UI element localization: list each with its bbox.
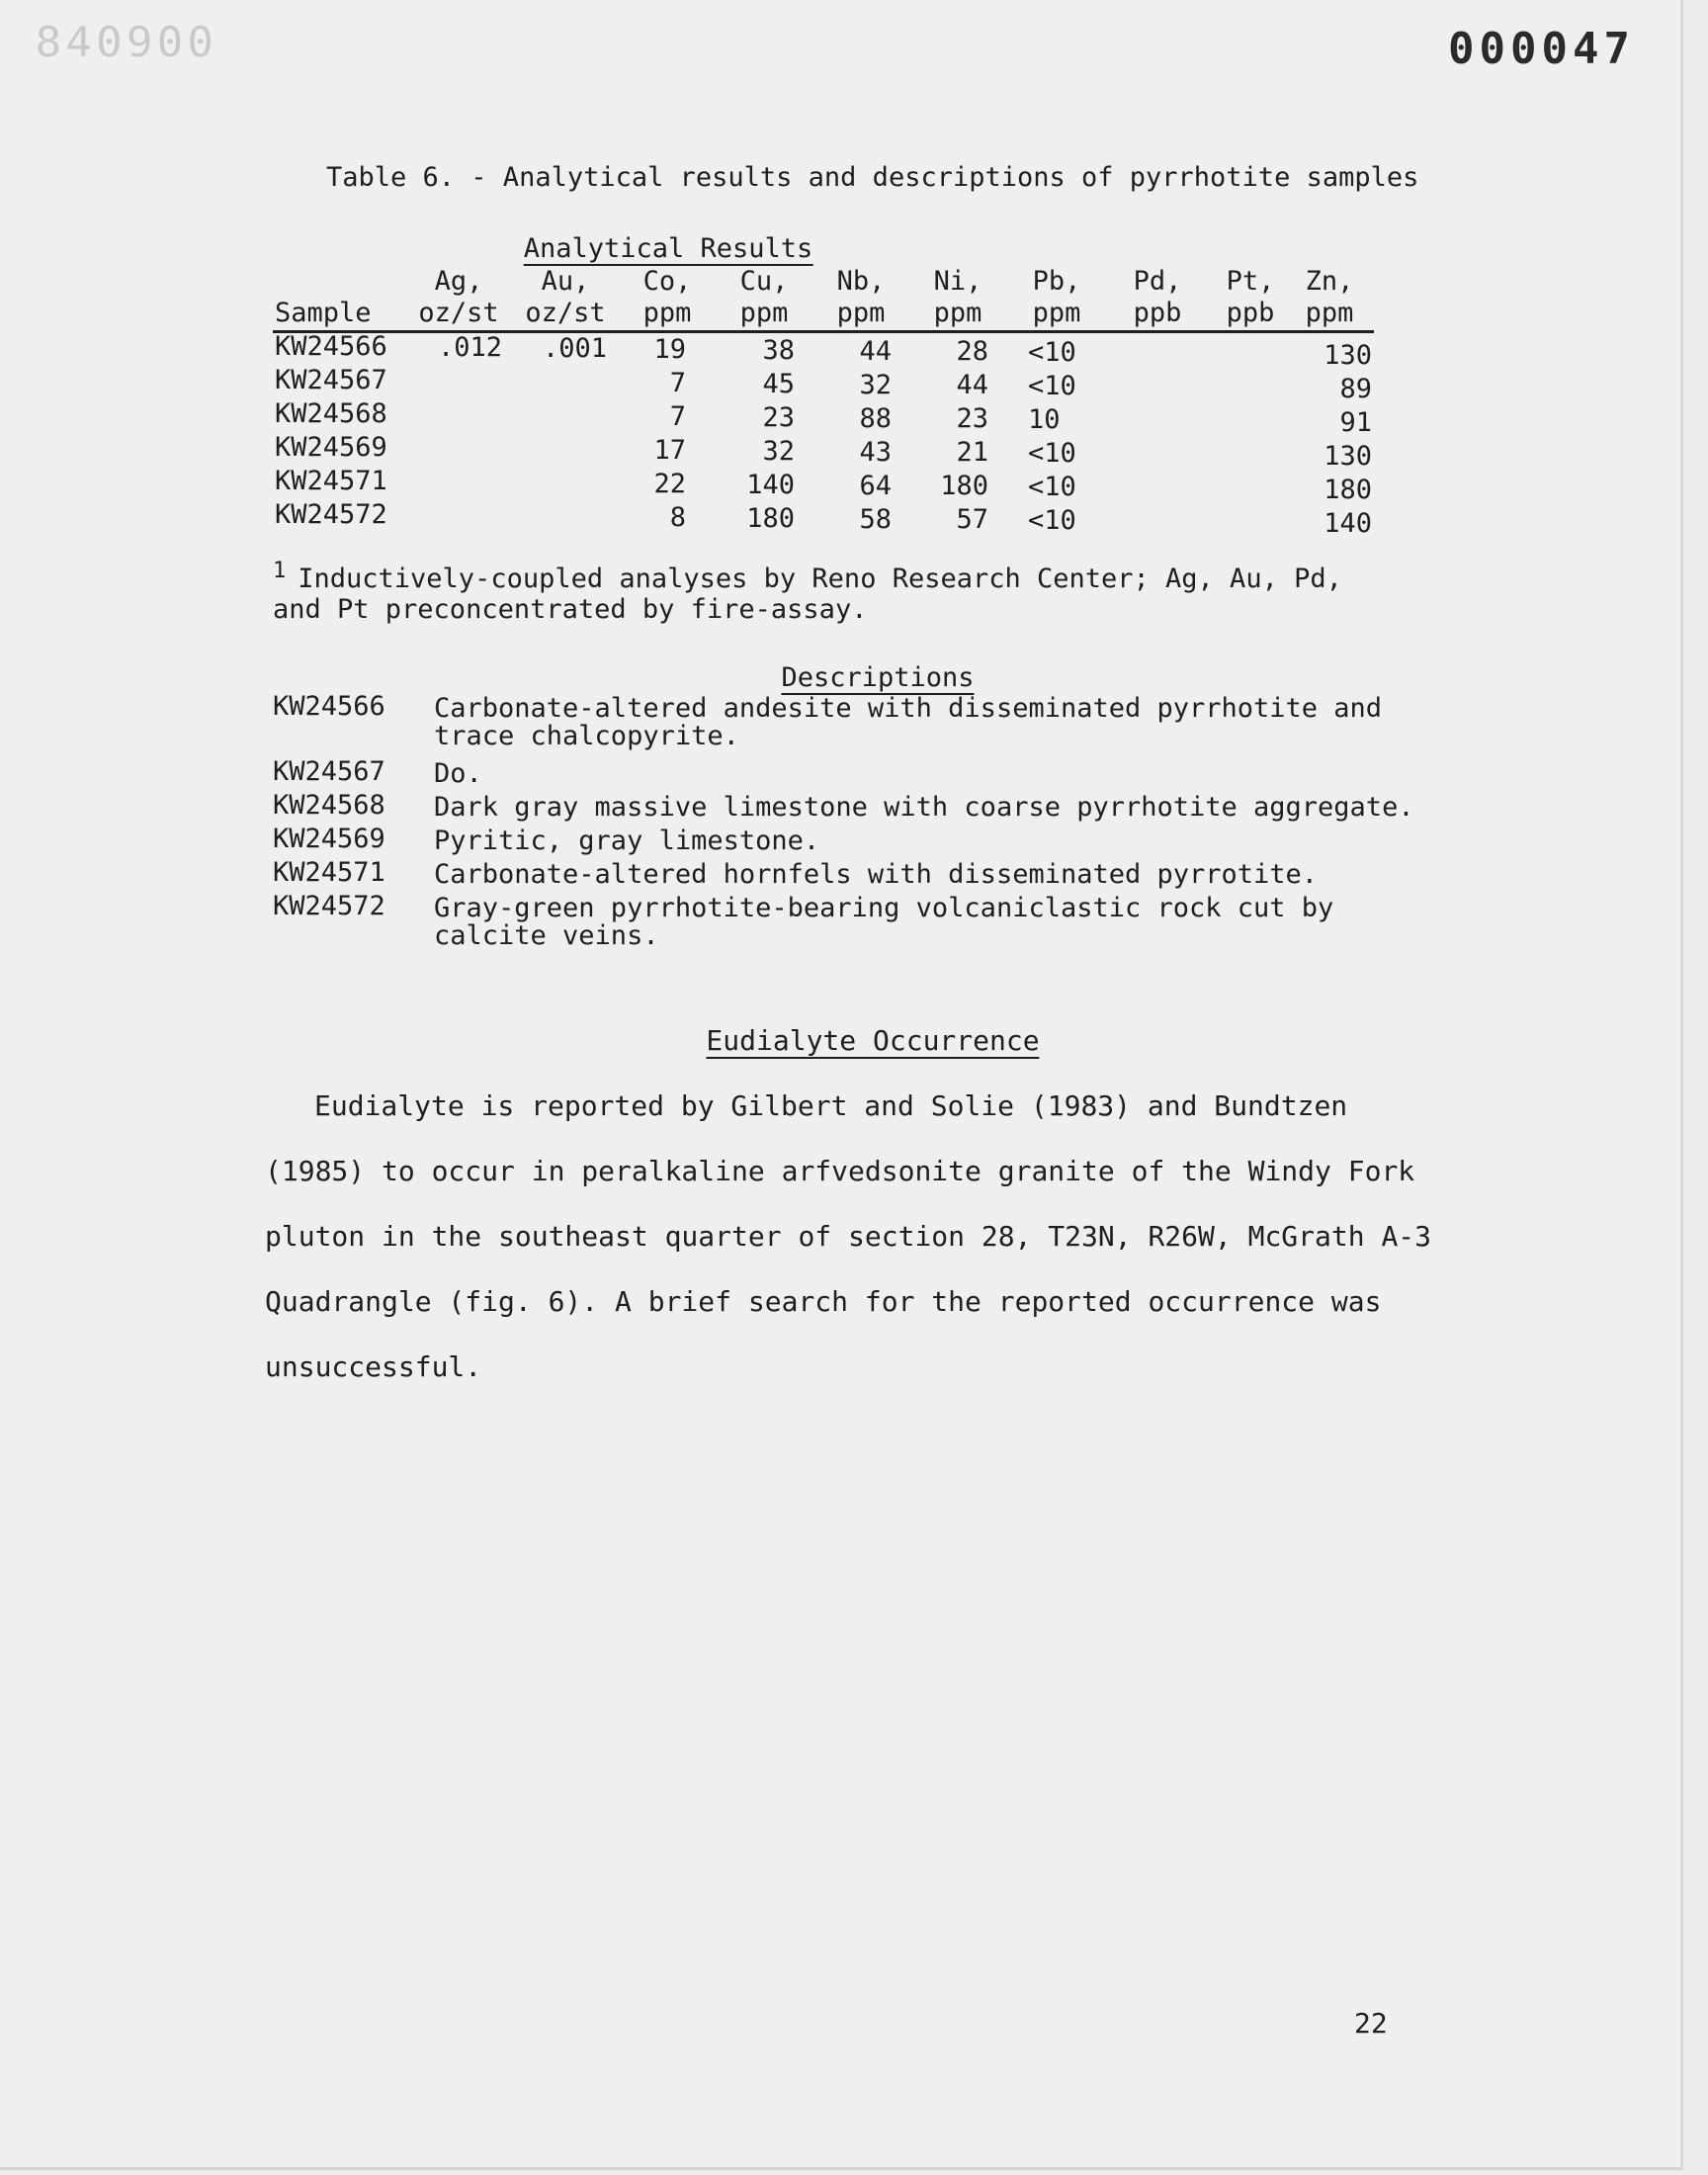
document-stamp-number: 000047 [1448,24,1635,74]
table-cell: 180 [940,471,988,501]
description-sample-id: KW24571 [273,857,385,888]
table-cell: .012 [437,332,502,363]
table-cell: 57 [956,504,988,535]
table-cell: 8 [669,502,686,533]
description-text: Do. [434,758,482,789]
description-text: Gray-green pyrrhotite-bearing volcaniclastic rock cut by [434,893,1334,923]
paragraph-line: (1985) to occur in peralkaline arfvedsonite granite of the Windy Fork [265,1155,1415,1187]
table-cell: 130 [1324,441,1372,472]
description-sample-id: KW24572 [273,891,385,921]
table-cell: 43 [859,437,892,468]
column-header-name: Pd, [1133,266,1182,297]
sample-id-cell: KW24567 [275,365,387,395]
table-cell: 32 [762,436,795,467]
column-header-unit: ppm [739,298,789,328]
descriptions-heading: Descriptions [781,662,975,693]
table-cell: 7 [669,401,686,432]
column-header-name: Pt, [1226,266,1275,297]
table-cell: 140 [1324,508,1372,539]
sample-id-cell: KW24572 [275,499,387,530]
table-cell: 28 [956,336,988,367]
table-cell: 22 [653,469,686,499]
table-cell: 32 [859,370,892,400]
table-cell: 21 [956,437,988,468]
column-header-name: Pb, [1032,266,1081,297]
table-cell: <10 [1028,472,1076,502]
table-cell: 91 [1339,407,1372,438]
paragraph-line: Quadrangle (fig. 6). A brief search for the reported occurrence was [265,1285,1382,1318]
column-header-unit: ppb [1226,298,1275,328]
table-cell: 45 [762,369,795,399]
footnote-text-1: Inductively-coupled analyses by Reno Research Center; Ag, Au, Pd, [298,564,1342,594]
table-cell: <10 [1028,505,1076,536]
description-text: Carbonate-altered hornfels with disseminated pyrrotite. [434,859,1319,890]
column-header-unit: ppm [933,298,982,328]
table-caption: Analytical Results [523,233,813,264]
description-sample-id: KW24569 [273,824,385,854]
description-sample-id: KW24568 [273,790,385,821]
description-text: Dark gray massive limestone with coarse pyrrhotite aggregate. [434,792,1414,823]
column-header-name: Cu, [739,266,789,297]
sample-id-cell: KW24569 [275,432,387,463]
column-header-name: Au, [541,266,590,297]
table-cell: <10 [1028,438,1076,469]
table-cell: 23 [956,403,988,434]
sample-id-cell: KW24571 [275,466,387,496]
paragraph-line: Eudialyte is reported by Gilbert and Solie (1983) and Bundtzen [314,1089,1348,1122]
table-cell: 38 [762,335,795,366]
footnote-line-1 [273,556,1342,594]
table-cell: 44 [859,336,892,367]
table-footnote [273,556,1342,625]
column-header-unit: ppm [836,298,886,328]
footnote-line-2: and Pt preconcentrated by fire-assay. [273,594,868,625]
paragraph-line: pluton in the southeast quarter of section 28, T23N, R26W, McGrath A-3 [265,1220,1432,1253]
column-header-name: Ag, [434,266,483,297]
column-header-unit: oz/st [525,298,606,328]
column-header-unit: ppm [1305,298,1354,328]
page-number: 22 [1354,2007,1388,2040]
table-cell: 44 [956,370,988,400]
column-header-unit: oz/st [418,298,499,328]
table-cell: 10 [1028,404,1061,435]
section-heading: Eudialyte Occurrence [706,1024,1040,1057]
column-header-name: Co, [642,266,692,297]
footnote-mark: 1 [273,559,287,583]
sample-id-cell: KW24566 [275,331,387,362]
description-text: trace chalcopyrite. [434,721,739,751]
column-header-name: Nb, [836,266,886,297]
paragraph-line: unsuccessful. [265,1350,482,1383]
column-header-unit: ppm [1032,298,1081,328]
analytical-results-table [273,233,1380,539]
column-header-unit: Sample [275,298,372,328]
description-sample-id: KW24567 [273,756,385,787]
table-cell: 180 [746,503,795,534]
column-header-name: Ni, [933,266,982,297]
table-cell: 89 [1339,374,1372,404]
column-header-name: Zn, [1305,266,1354,297]
table-cell: 7 [669,368,686,398]
column-header-unit: ppb [1133,298,1182,328]
table-cell: 17 [653,435,686,466]
table-cell: 58 [859,504,892,535]
table-cell: <10 [1028,371,1076,401]
table-cell: 88 [859,403,892,434]
description-text: Pyritic, gray limestone. [434,826,820,856]
description-sample-id: KW24566 [273,691,385,722]
table-cell: 19 [653,334,686,365]
faded-stamp-number: 840900 [35,18,218,66]
description-text: calcite veins. [434,920,659,951]
sample-id-cell: KW24568 [275,398,387,429]
table-cell: 180 [1324,475,1372,505]
table-cell: 130 [1324,340,1372,371]
table-cell: .001 [542,333,607,364]
description-text: Carbonate-altered andesite with disseminated pyrrhotite and [434,693,1383,724]
table-cell: <10 [1028,337,1076,368]
column-header-unit: ppm [642,298,692,328]
table-cell: 140 [746,470,795,500]
table-cell: 23 [762,402,795,433]
table-cell: 64 [859,471,892,501]
table-title: Table 6. - Analytical results and descriptions of pyrrhotite samples [326,162,1419,193]
